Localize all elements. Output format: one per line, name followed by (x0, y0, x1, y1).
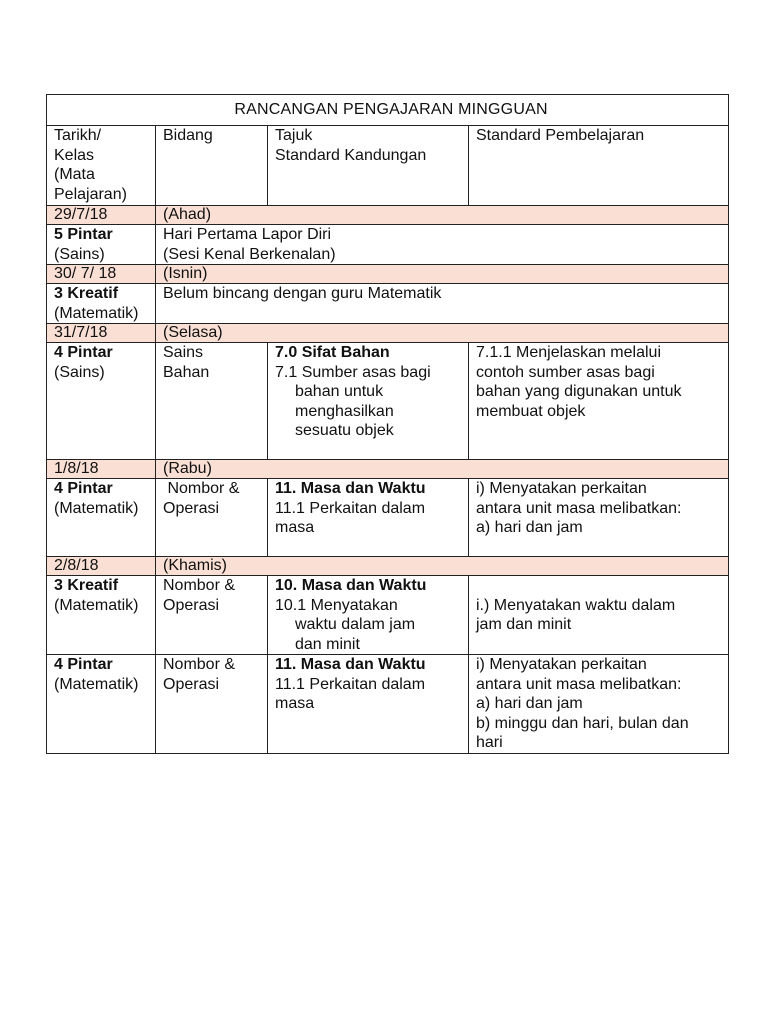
sp-cell (469, 479, 729, 557)
lesson-row (47, 479, 729, 557)
sp-line: jam dan minit (476, 616, 572, 633)
subject-name: (Matematik) (54, 499, 139, 517)
bidang-cell (156, 576, 268, 655)
sp-line: contoh sumber asas bagi (476, 363, 655, 381)
date-cell: 30/ 7/ 18 (47, 265, 156, 284)
sp-line: hari (476, 734, 503, 751)
day-cell: (Isnin) (156, 265, 729, 284)
subject-name: (Sains) (54, 363, 105, 381)
tajuk-line: bahan untuk (295, 383, 384, 400)
sp-cell (469, 576, 729, 655)
bidang-cell (156, 655, 268, 754)
header-tarikh-kelas (47, 126, 156, 206)
sp-line: antara unit masa melibatkan: (476, 675, 682, 693)
day-cell: (Selasa) (156, 324, 729, 343)
bidang-cell (156, 479, 268, 557)
date-row (47, 206, 729, 225)
class-name: 3 Kreatif (54, 577, 119, 594)
header-standard-pembelajaran: Standard Pembelajaran (469, 126, 729, 206)
tajuk-cell (268, 343, 469, 460)
subject-name: (Matematik) (54, 675, 139, 693)
header-pelajaran-line: Pelajaran) (54, 185, 127, 203)
bidang-line: Nombor & (163, 577, 236, 594)
subject-name: (Matematik) (54, 596, 139, 614)
sp-spacer (476, 576, 728, 596)
header-tajuk-line: Tajuk (275, 127, 313, 144)
sp-line: b) minggu dan hari, bulan dan (476, 714, 689, 732)
sp-line: i) Menyatakan perkaitan (476, 656, 647, 673)
bidang-line: Operasi (163, 499, 220, 517)
sp-line: i.) Menyatakan waktu dalam (476, 596, 676, 614)
tajuk-line: 11.1 Perkaitan dalam (275, 675, 426, 693)
lesson-row (47, 343, 729, 460)
note-line: Hari Pertama Lapor Diri (163, 226, 332, 243)
date-cell: 31/7/18 (47, 324, 156, 343)
class-cell (47, 576, 156, 655)
lesson-row (47, 576, 729, 655)
tajuk-heading: 7.0 Sifat Bahan (275, 344, 390, 361)
subject-name: (Sains) (54, 245, 105, 263)
tajuk-line: menghasilkan (295, 402, 394, 420)
tajuk-line: 7.1 Sumber asas bagi (275, 363, 431, 381)
tajuk-line: waktu dalam jam (295, 616, 416, 633)
class-name: 5 Pintar (54, 226, 113, 243)
tajuk-cell (268, 479, 469, 557)
class-name: 3 Kreatif (54, 285, 119, 302)
tajuk-line: 11.1 Perkaitan dalam (275, 499, 426, 517)
day-cell: (Rabu) (156, 460, 729, 479)
sp-line: antara unit masa melibatkan: (476, 499, 682, 517)
date-row (47, 324, 729, 343)
class-cell (47, 655, 156, 754)
tajuk-line: masa (275, 695, 315, 712)
tajuk-cell (268, 576, 469, 655)
tajuk-line: dan minit (295, 635, 360, 653)
header-mata-line: (Mata (54, 166, 95, 183)
subject-name: (Matematik) (54, 304, 139, 322)
class-cell (47, 479, 156, 557)
tajuk-heading: 11. Masa dan Waktu (275, 480, 426, 497)
date-cell: 29/7/18 (47, 206, 156, 225)
lesson-row (47, 655, 729, 754)
note-line: (Sesi Kenal Berkenalan) (163, 245, 336, 263)
tajuk-heading: 10. Masa dan Waktu (275, 577, 427, 594)
class-cell (47, 343, 156, 460)
title-row (47, 95, 729, 126)
sp-line: i) Menyatakan perkaitan (476, 480, 647, 497)
header-row (47, 126, 729, 206)
weekly-plan-table (46, 94, 729, 754)
note-cell: Belum bincang dengan guru Matematik (156, 284, 729, 324)
sp-line: a) hari dan jam (476, 695, 583, 712)
day-cell: (Khamis) (156, 557, 729, 576)
bidang-line: Nombor & (163, 480, 240, 497)
header-tajuk (268, 126, 469, 206)
bidang-cell (156, 343, 268, 460)
sp-line: 7.1.1 Menjelaskan melalui (476, 344, 661, 361)
class-name: 4 Pintar (54, 480, 113, 497)
bidang-line: Operasi (163, 596, 220, 614)
tajuk-line: 10.1 Menyatakan (275, 596, 398, 614)
header-bidang: Bidang (156, 126, 268, 206)
date-row (47, 557, 729, 576)
sp-cell (469, 655, 729, 754)
date-row (47, 460, 729, 479)
header-sk-line: Standard Kandungan (275, 146, 427, 164)
header-kelas-line: Kelas (54, 146, 95, 164)
date-row (47, 265, 729, 284)
class-cell (47, 284, 156, 324)
lesson-row (47, 225, 729, 265)
date-cell: 2/8/18 (47, 557, 156, 576)
class-name: 4 Pintar (54, 344, 113, 361)
bidang-line: Nombor & (163, 656, 236, 673)
lesson-row (47, 284, 729, 324)
sp-line: membuat objek (476, 402, 586, 420)
bidang-line: Operasi (163, 675, 220, 693)
header-tarikh-line: Tarikh/ (54, 127, 102, 144)
day-cell: (Ahad) (156, 206, 729, 225)
bidang-line: Bahan (163, 363, 210, 381)
table-title: RANCANGAN PENGAJARAN MINGGUAN (47, 95, 729, 126)
date-cell: 1/8/18 (47, 460, 156, 479)
tajuk-line: sesuatu objek (295, 422, 394, 439)
tajuk-cell (268, 655, 469, 754)
note-cell (156, 225, 729, 265)
class-cell (47, 225, 156, 265)
tajuk-heading: 11. Masa dan Waktu (275, 656, 426, 673)
class-name: 4 Pintar (54, 656, 113, 673)
sp-line: a) hari dan jam (476, 519, 583, 536)
sp-cell (469, 343, 729, 460)
tajuk-line: masa (275, 519, 315, 536)
weekly-plan-document (46, 94, 728, 754)
bidang-line: Sains (163, 344, 204, 361)
sp-line: bahan yang digunakan untuk (476, 383, 682, 400)
